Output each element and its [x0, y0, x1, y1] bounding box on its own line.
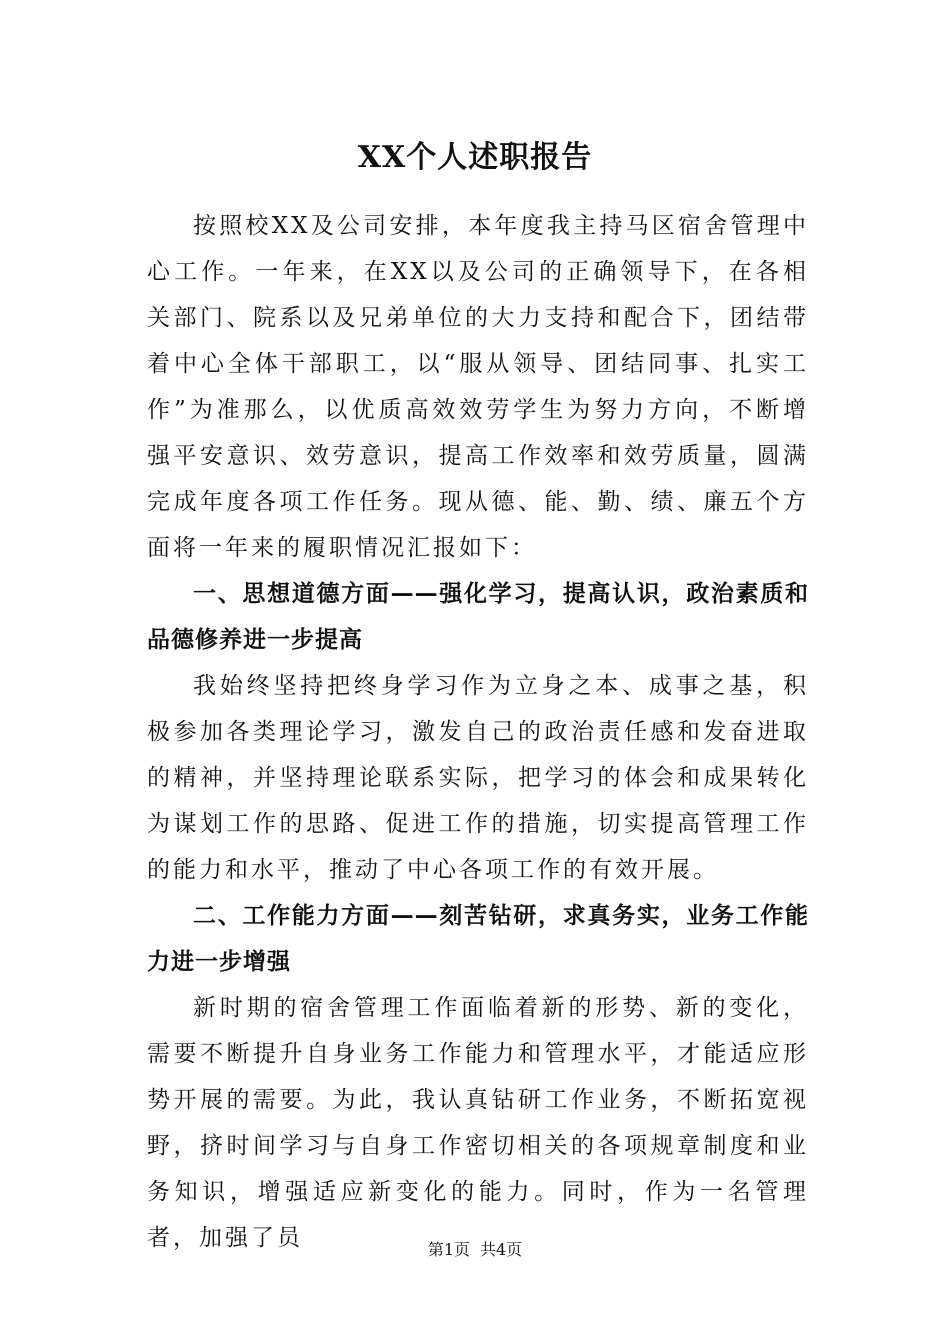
- document-body: [147, 203, 809, 1261]
- section-heading-2: 二、工作能力方面——刻苦钻研，求真务实，业务工作能力进一步增强: [147, 903, 809, 975]
- page-number: 第1页: [427, 1240, 470, 1259]
- page-total: 共4页: [480, 1240, 523, 1259]
- section-1-paragraph: 我始终坚持把终身学习作为立身之本、成事之基，积极参加各类理论学习，激发自己的政治责任感和发奋进取的精神，并坚持理论联系实际，把学习的体会和成果转化为谋划工作的思路、促进工作的措施，切实提高管理工作的能力和水平，推动了中心各项工作的有效开展。: [147, 673, 809, 883]
- section-2-paragraph: 新时期的宿舍管理工作面临着新的形势、新的变化，需要不断提升自身业务工作能力和管理水平，才能适应形势开展的需要。为此，我认真钻研工作业务，不断拓宽视野，挤时间学习与自身工作密切相关的各项规章制度和业务知识，增强适应新变化的能力。同时，作为一名管理者，加强了员: [147, 995, 809, 1251]
- section-heading-1: 一、思想道德方面——强化学习，提高认识，政治素质和品德修养进一步提高: [147, 581, 809, 653]
- document-title: XX个人述职报告: [357, 140, 593, 175]
- page-footer: [0, 1238, 950, 1262]
- intro-paragraph: 按照校XX及公司安排，本年度我主持马区宿舍管理中心工作。一年来，在XX以及公司的正确领导下，在各相关部门、院系以及兄弟单位的大力支持和配合下，团结带着中心全体干部职工，以“服从领导、团结同事、扎实工作”为准那么，以优质高效效劳学生为努力方向，不断增强平安意识、效劳意识，提高工作效率和效劳质量，圆满完成年度各项工作任务。现从德、能、勤、绩、廉五个方面将一年来的履职情况汇报如下：: [147, 213, 809, 561]
